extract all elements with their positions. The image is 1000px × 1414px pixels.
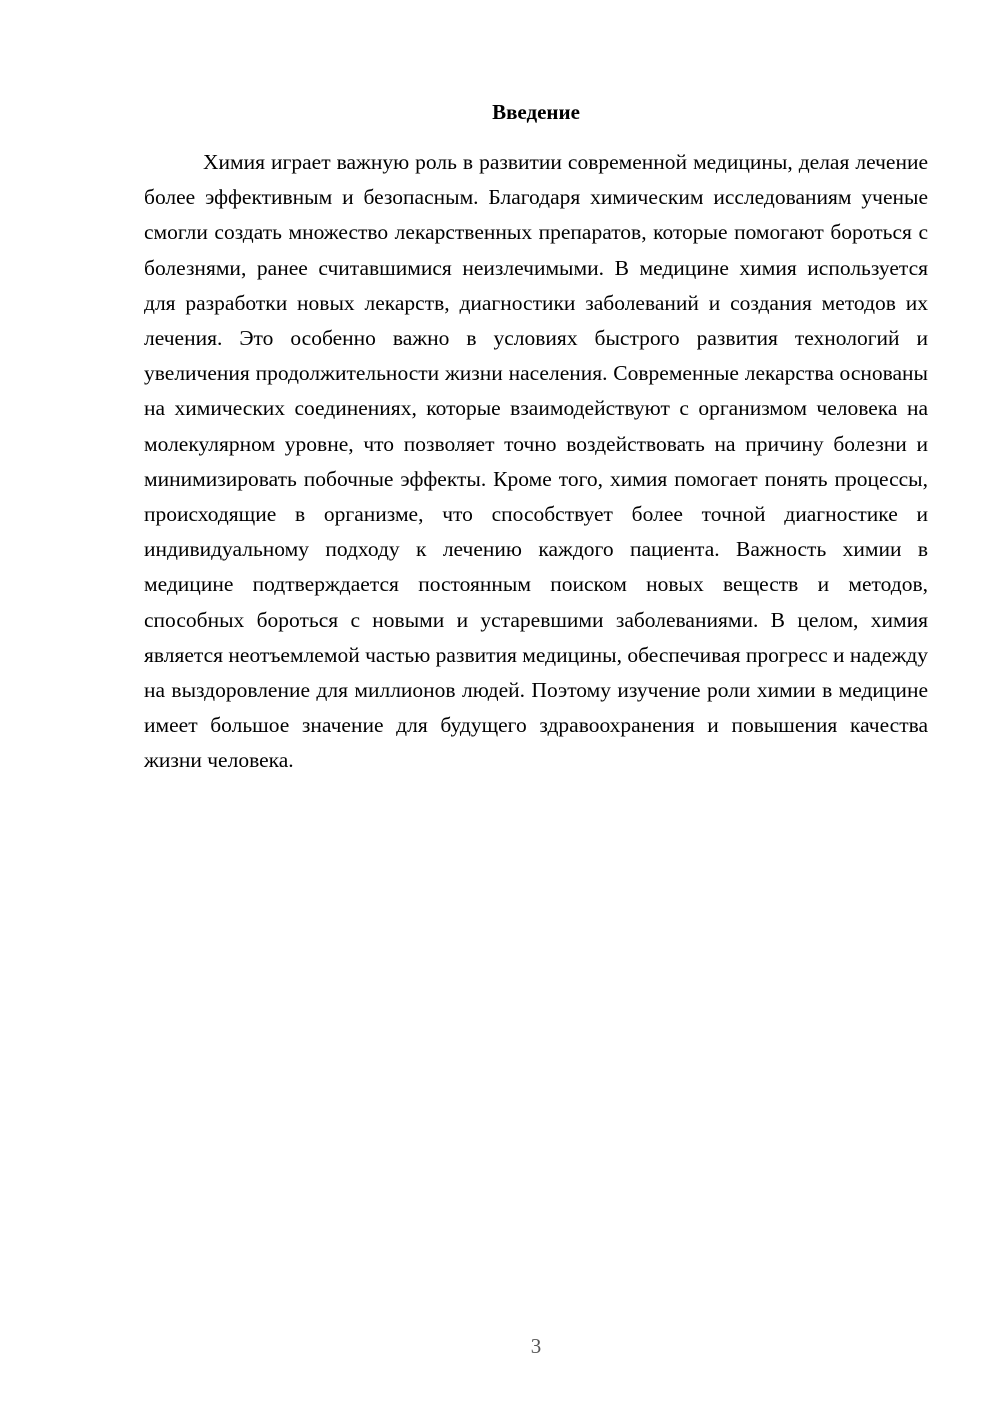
body-paragraph: Химия играет важную роль в развитии современной медицины, делая лечение более эффективным и безопасным. Благодаря химическим исследованиям ученые смогли создать множество лекарственных препаратов, которые помогают бороться с болезнями, ранее считавшимися неизлечимыми. В медицине химия используется для разработки новых лекарств, диагностики заболеваний и создания методов их лечения. Это особенно важно в условиях быстрого развития технологий и увеличения продолжительности жизни населения. Современные лекарства основаны на химических соединениях, которые взаимодействуют с организмом человека на молекулярном уровне, что позволяет точно воздействовать на причину болезни и минимизировать побочные эффекты. Кроме того, химия помогает понять процессы, происходящие в организме, что способствует более точной диагностике и индивидуальному подходу к лечению каждого пациента. Важность химии в медицине подтверждается постоянным поиском новых веществ и методов, способных бороться с новыми и устаревшими заболеваниями. В целом, химия является неотъемлемой частью развития медицины, обеспечивая прогресс и надежду на выздоровление для миллионов людей. Поэтому изучение роли химии в медицине имеет большое значение для будущего здравоохранения и повышения качества жизни человека. <box>144 150 928 773</box>
page-number: 3 <box>530 1334 542 1358</box>
section-heading: Введение <box>492 100 580 124</box>
